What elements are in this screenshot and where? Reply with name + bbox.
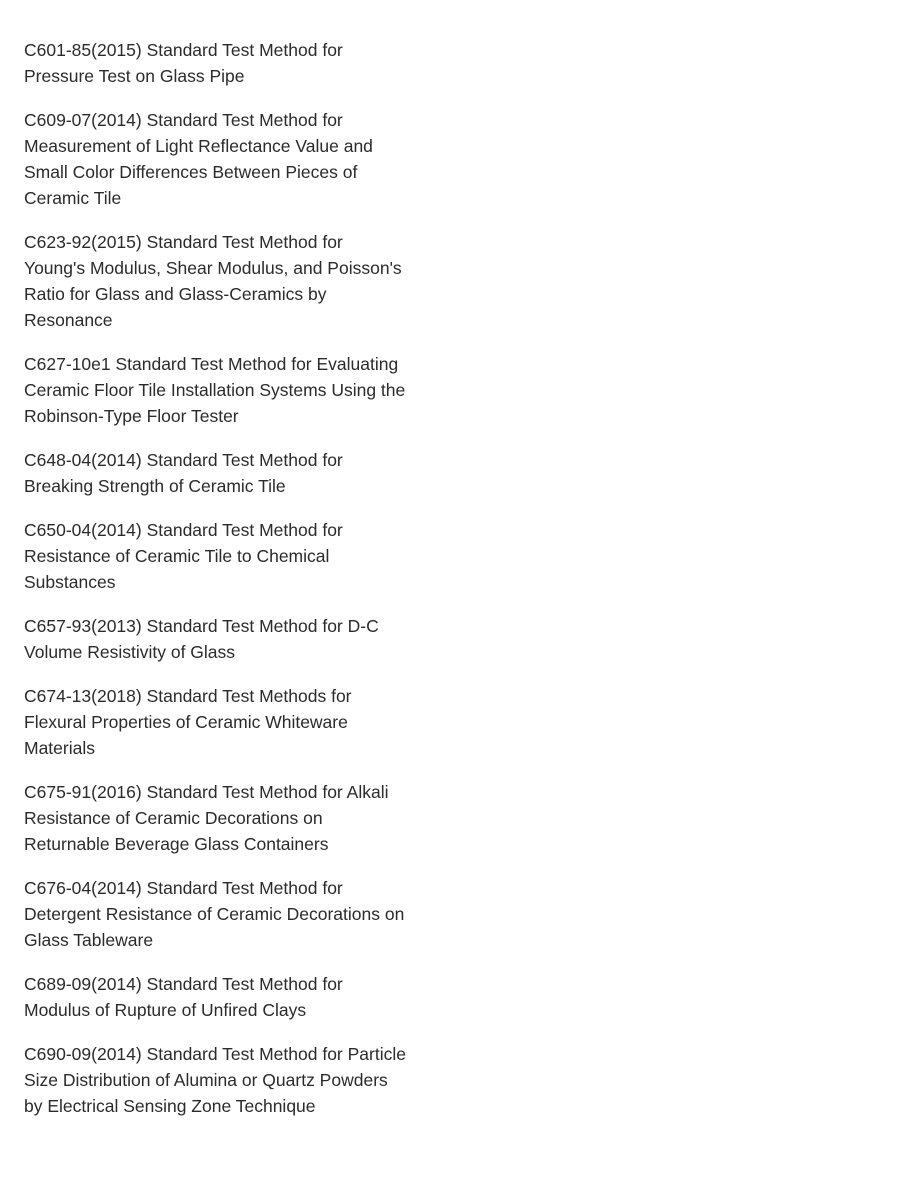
item-text-line: Resonance: [24, 310, 113, 330]
item-text-line: Small Color Differences Between Pieces of: [24, 162, 358, 182]
item-text-line: Robinson-Type Floor Tester: [24, 406, 239, 426]
list-item: [24, 37, 424, 89]
item-text-line: C675-91(2016) Standard Test Method for Alkali: [24, 782, 389, 802]
list-item: [24, 229, 424, 333]
item-text-line: Pressure Test on Glass Pipe: [24, 66, 245, 86]
item-text-line: Volume Resistivity of Glass: [24, 642, 236, 662]
item-text-line: Measurement of Light Reflectance Value and: [24, 136, 373, 156]
standards-list: [24, 37, 424, 1137]
item-text-line: C690-09(2014) Standard Test Method for Particle: [24, 1044, 406, 1064]
item-text-line: Ratio for Glass and Glass-Ceramics by: [24, 284, 327, 304]
item-text-line: C689-09(2014) Standard Test Method for: [24, 974, 343, 994]
list-item: [24, 351, 424, 429]
item-text-line: C623-92(2015) Standard Test Method for: [24, 232, 343, 252]
list-item: [24, 875, 424, 953]
item-text-line: Ceramic Floor Tile Installation Systems Using the: [24, 380, 406, 400]
item-text-line: Young's Modulus, Shear Modulus, and Poisson's: [24, 258, 402, 278]
item-text-line: C601-85(2015) Standard Test Method for: [24, 40, 343, 60]
item-text-line: Size Distribution of Alumina or Quartz Powders: [24, 1070, 388, 1090]
item-text-line: Glass Tableware: [24, 930, 154, 950]
list-item: [24, 971, 424, 1023]
item-text-line: Returnable Beverage Glass Containers: [24, 834, 329, 854]
list-item: [24, 1041, 424, 1119]
list-item: [24, 613, 424, 665]
item-text-line: C609-07(2014) Standard Test Method for: [24, 110, 343, 130]
item-text-line: C648-04(2014) Standard Test Method for: [24, 450, 343, 470]
item-text-line: Breaking Strength of Ceramic Tile: [24, 476, 286, 496]
item-text-line: Resistance of Ceramic Tile to Chemical: [24, 546, 330, 566]
list-item: [24, 683, 424, 761]
list-item: [24, 447, 424, 499]
item-text-line: Substances: [24, 572, 116, 592]
item-text-line: Materials: [24, 738, 95, 758]
item-text-line: Ceramic Tile: [24, 188, 122, 208]
item-text-line: C676-04(2014) Standard Test Method for: [24, 878, 343, 898]
item-text-line: C627-10e1 Standard Test Method for Evaluating: [24, 354, 399, 374]
list-item: [24, 107, 424, 211]
item-text-line: Resistance of Ceramic Decorations on: [24, 808, 323, 828]
item-text-line: Flexural Properties of Ceramic Whiteware: [24, 712, 348, 732]
list-item: [24, 517, 424, 595]
item-text-line: by Electrical Sensing Zone Technique: [24, 1096, 316, 1116]
item-text-line: C650-04(2014) Standard Test Method for: [24, 520, 343, 540]
list-item: [24, 779, 424, 857]
item-text-line: C674-13(2018) Standard Test Methods for: [24, 686, 352, 706]
item-text-line: Detergent Resistance of Ceramic Decorations on: [24, 904, 405, 924]
item-text-line: Modulus of Rupture of Unfired Clays: [24, 1000, 307, 1020]
item-text-line: C657-93(2013) Standard Test Method for D-C: [24, 616, 379, 636]
